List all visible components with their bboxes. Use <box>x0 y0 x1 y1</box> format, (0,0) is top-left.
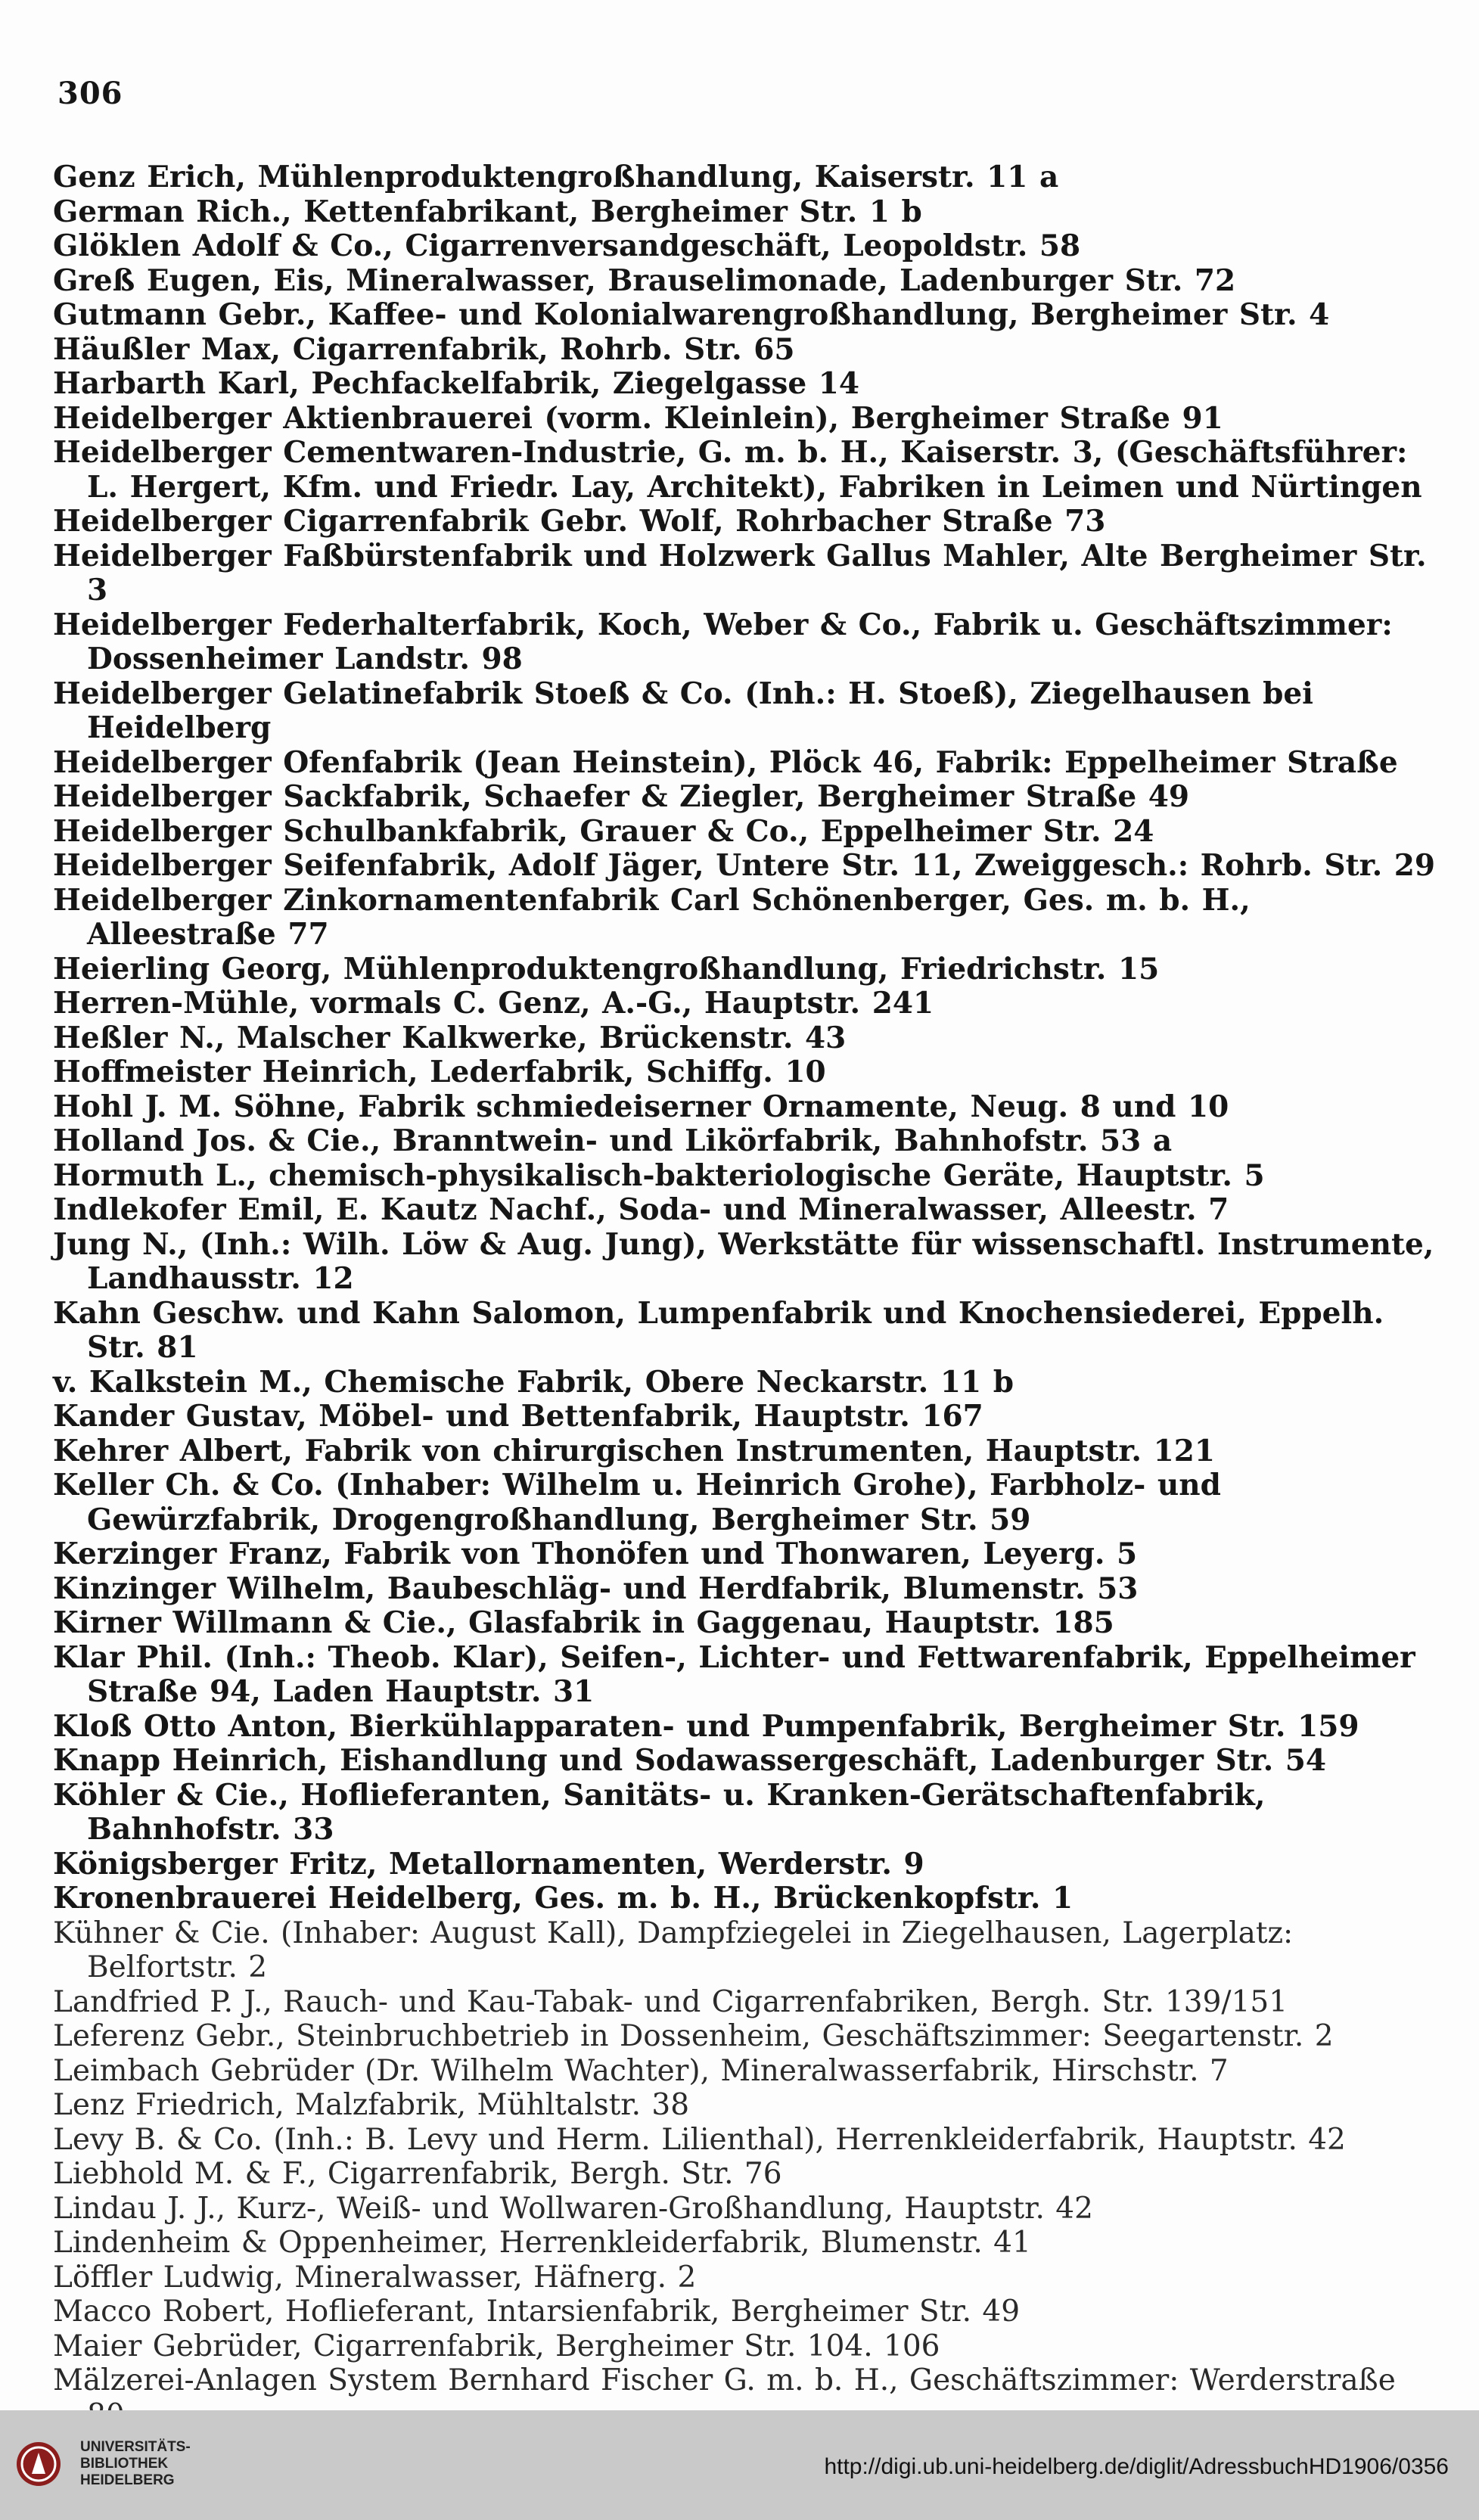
directory-entry: Liebhold M. & F., Cigarrenfabrik, Bergh. Str. 76 <box>53 2157 782 2191</box>
directory-entry: Heidelberger Federhalterfabrik, Koch, Weber & Co., Fabrik u. Geschäftszimmer: Dossenheimer Landstr. 98 <box>53 607 1393 676</box>
library-line-1: UNIVERSITÄTS- <box>80 2439 191 2455</box>
page-number: 306 <box>57 76 123 111</box>
directory-entry: Landfried P. J., Rauch- und Kau-Tabak- und Cigarrenfabriken, Bergh. Str. 139/151 <box>53 1984 1288 2019</box>
directory-entry: Heidelberger Schulbankfabrik, Grauer & Co., Eppelheimer Str. 24 <box>53 813 1154 849</box>
directory-entry: Glöklen Adolf & Co., Cigarrenversandgeschäft, Leopoldstr. 58 <box>53 228 1081 263</box>
directory-entry: Heidelberger Seifenfabrik, Adolf Jäger, Untere Str. 11, Zweiggesch.: Rohrb. Str. 29 <box>53 848 1436 883</box>
directory-entry: Heidelberger Faßbürstenfabrik und Holzwerk Gallus Mahler, Alte Bergheimer Str. 3 <box>53 538 1427 607</box>
directory-entry: Genz Erich, Mühlenproduktengroßhandlung, Kaiserstr. 11 a <box>53 160 1059 194</box>
directory-entry: Kehrer Albert, Fabrik von chirurgischen Instrumenten, Hauptstr. 121 <box>53 1433 1215 1468</box>
directory-entry: Greß Eugen, Eis, Mineralwasser, Brauselimonade, Ladenburger Str. 72 <box>53 263 1236 298</box>
directory-entry: Heidelberger Sackfabrik, Schaefer & Ziegler, Bergheimer Straße 49 <box>53 779 1190 814</box>
university-seal-icon <box>15 2441 62 2487</box>
directory-entry: Hohl J. M. Söhne, Fabrik schmiedeiserner Ornamente, Neug. 8 und 10 <box>53 1089 1229 1124</box>
directory-entry: Hormuth L., chemisch-physikalisch-bakteriologische Geräte, Hauptstr. 5 <box>53 1157 1265 1193</box>
directory-entry: Heidelberger Cementwaren-Industrie, G. m. b. H., Kaiserstr. 3, (Geschäftsführer: L. Hergert, Kfm. und Friedr. Lay, Architekt), Fabriken in Leimen und Nürtingen <box>53 435 1422 505</box>
directory-entry: Kronenbrauerei Heidelberg, Ges. m. b. H., Brückenkopfstr. 1 <box>53 1881 1074 1916</box>
directory-entry: Heidelberger Aktienbrauerei (vorm. Kleinlein), Bergheimer Straße 91 <box>53 400 1223 436</box>
directory-entry: v. Kalkstein M., Chemische Fabrik, Obere Neckarstr. 11 b <box>53 1364 1014 1400</box>
directory-entry: Häußler Max, Cigarrenfabrik, Rohrb. Str. 65 <box>53 331 795 367</box>
directory-entry: Leimbach Gebrüder (Dr. Wilhelm Wachter), Mineralwasserfabrik, Hirschstr. 7 <box>53 2053 1229 2088</box>
directory-entry: Heidelberger Ofenfabrik (Jean Heinstein), Plöck 46, Fabrik: Eppelheimer Straße <box>53 744 1398 780</box>
directory-entry: Hoffmeister Heinrich, Lederfabrik, Schiffg. 10 <box>53 1055 826 1089</box>
directory-entry: Heidelberger Cigarrenfabrik Gebr. Wolf, Rohrbacher Straße 73 <box>53 504 1106 539</box>
directory-entry: Lindenheim & Oppenheimer, Herrenkleiderfabrik, Blumenstr. 41 <box>53 2226 1031 2260</box>
directory-entry: Klar Phil. (Inh.: Theob. Klar), Seifen-, Lichter- und Fettwarenfabrik, Eppelheimer Straße 94, Laden Hauptstr. 31 <box>53 1639 1415 1709</box>
directory-entry: Mälzerei-Anlagen System Bernhard Fischer G. m. b. H., Geschäftszimmer: Werderstraße <box>53 2363 1396 2397</box>
source-url-link[interactable]: http://digi.ub.uni-heidelberg.de/diglit/AdressbuchHD1906/0356 <box>824 2454 1449 2479</box>
directory-entry: Kühner & Cie. (Inhaber: August Kall), Dampfziegelei in Ziegelhausen, Lagerplatz: Belfortstr. 2 <box>53 1916 1294 1984</box>
directory-entry: Herren-Mühle, vormals C. Genz, A.-G., Hauptstr. 241 <box>53 986 934 1021</box>
footer-bar <box>0 2410 1479 2520</box>
directory-list <box>53 160 1441 2432</box>
directory-entry: Lenz Friedrich, Malzfabrik, Mühltalstr. 38 <box>53 2088 690 2122</box>
directory-entry: Heierling Georg, Mühlenproduktengroßhandlung, Friedrichstr. 15 <box>53 951 1160 987</box>
directory-entry: Kahn Geschw. und Kahn Salomon, Lumpenfabrik und Knochensiederei, Eppelh. Str. 81 <box>53 1295 1384 1365</box>
directory-entry: Jung N., (Inh.: Wilh. Löw & Aug. Jung), Werkstätte für wissenschaftl. Instrumente, Landhausstr. 12 <box>53 1226 1434 1296</box>
directory-entry: Macco Robert, Hoflieferant, Intarsienfabrik, Bergheimer Str. 49 <box>53 2295 1021 2329</box>
directory-entry: Kinzinger Wilhelm, Baubeschläg- und Herdfabrik, Blumenstr. 53 <box>53 1571 1139 1606</box>
directory-entry: Knapp Heinrich, Eishandlung und Sodawassergeschäft, Ladenburger Str. 54 <box>53 1743 1327 1778</box>
directory-entry: Indlekofer Emil, E. Kautz Nachf., Soda- und Mineralwasser, Alleestr. 7 <box>53 1192 1229 1227</box>
library-line-3: HEIDELBERG <box>80 2472 175 2488</box>
library-line-2: BIBLIOTHEK <box>80 2456 169 2472</box>
directory-entry: Gutmann Gebr., Kaffee- und Kolonialwarengroßhandlung, Bergheimer Str. 4 <box>53 297 1330 332</box>
directory-entry: Kirner Willmann & Cie., Glasfabrik in Gaggenau, Hauptstr. 185 <box>53 1605 1114 1640</box>
directory-entry: Kloß Otto Anton, Bierkühlapparaten- und Pumpenfabrik, Bergheimer Str. 159 <box>53 1708 1359 1744</box>
directory-entry: Heidelberger Gelatinefabrik Stoeß & Co. (Inh.: H. Stoeß), Ziegelhausen bei Heidelberg <box>53 676 1313 745</box>
directory-entry: Löffler Ludwig, Mineralwasser, Häfnerg. 2 <box>53 2260 697 2295</box>
directory-entry: Maier Gebrüder, Cigarrenfabrik, Bergheimer Str. 104. 106 <box>53 2329 940 2363</box>
directory-entry: Heidelberger Zinkornamentenfabrik Carl Schönenberger, Ges. m. b. H., Alleestraße 77 <box>53 882 1251 952</box>
directory-entry: Königsberger Fritz, Metallornamenten, Werderstr. 9 <box>53 1846 924 1881</box>
directory-entry: Lindau J. J., Kurz-, Weiß- und Wollwaren-Großhandlung, Hauptstr. 42 <box>53 2191 1093 2226</box>
directory-entry: Levy B. & Co. (Inh.: B. Levy und Herm. Lilienthal), Herrenkleiderfabrik, Hauptstr. 42 <box>53 2122 1346 2157</box>
directory-entry: Kander Gustav, Möbel- und Bettenfabrik, Hauptstr. 167 <box>53 1399 983 1434</box>
directory-entry: Kerzinger Franz, Fabrik von Thonöfen und Thonwaren, Leyerg. 5 <box>53 1537 1138 1571</box>
library-name <box>80 2439 191 2489</box>
directory-entry: Köhler & Cie., Hoflieferanten, Sanitäts- u. Kranken-Gerätschaftenfabrik, Bahnhofstr. 33 <box>53 1777 1266 1847</box>
directory-entry: Keller Ch. & Co. (Inhaber: Wilhelm u. Heinrich Grohe), Farbholz- und Gewürzfabrik, Drogengroßhandlung, Bergheimer Str. 59 <box>53 1468 1221 1537</box>
directory-entry: Leferenz Gebr., Steinbruchbetrieb in Dossenheim, Geschäftszimmer: Seegartenstr. 2 <box>53 2019 1334 2053</box>
directory-entry: Holland Jos. & Cie., Branntwein- und Likörfabrik, Bahnhofstr. 53 a <box>53 1123 1173 1158</box>
directory-entry: Harbarth Karl, Pechfackelfabrik, Ziegelgasse 14 <box>53 366 859 401</box>
directory-entry: German Rich., Kettenfabrikant, Bergheimer Str. 1 b <box>53 194 922 229</box>
directory-entry: Heßler N., Malscher Kalkwerke, Brückenstr. 43 <box>53 1020 847 1055</box>
